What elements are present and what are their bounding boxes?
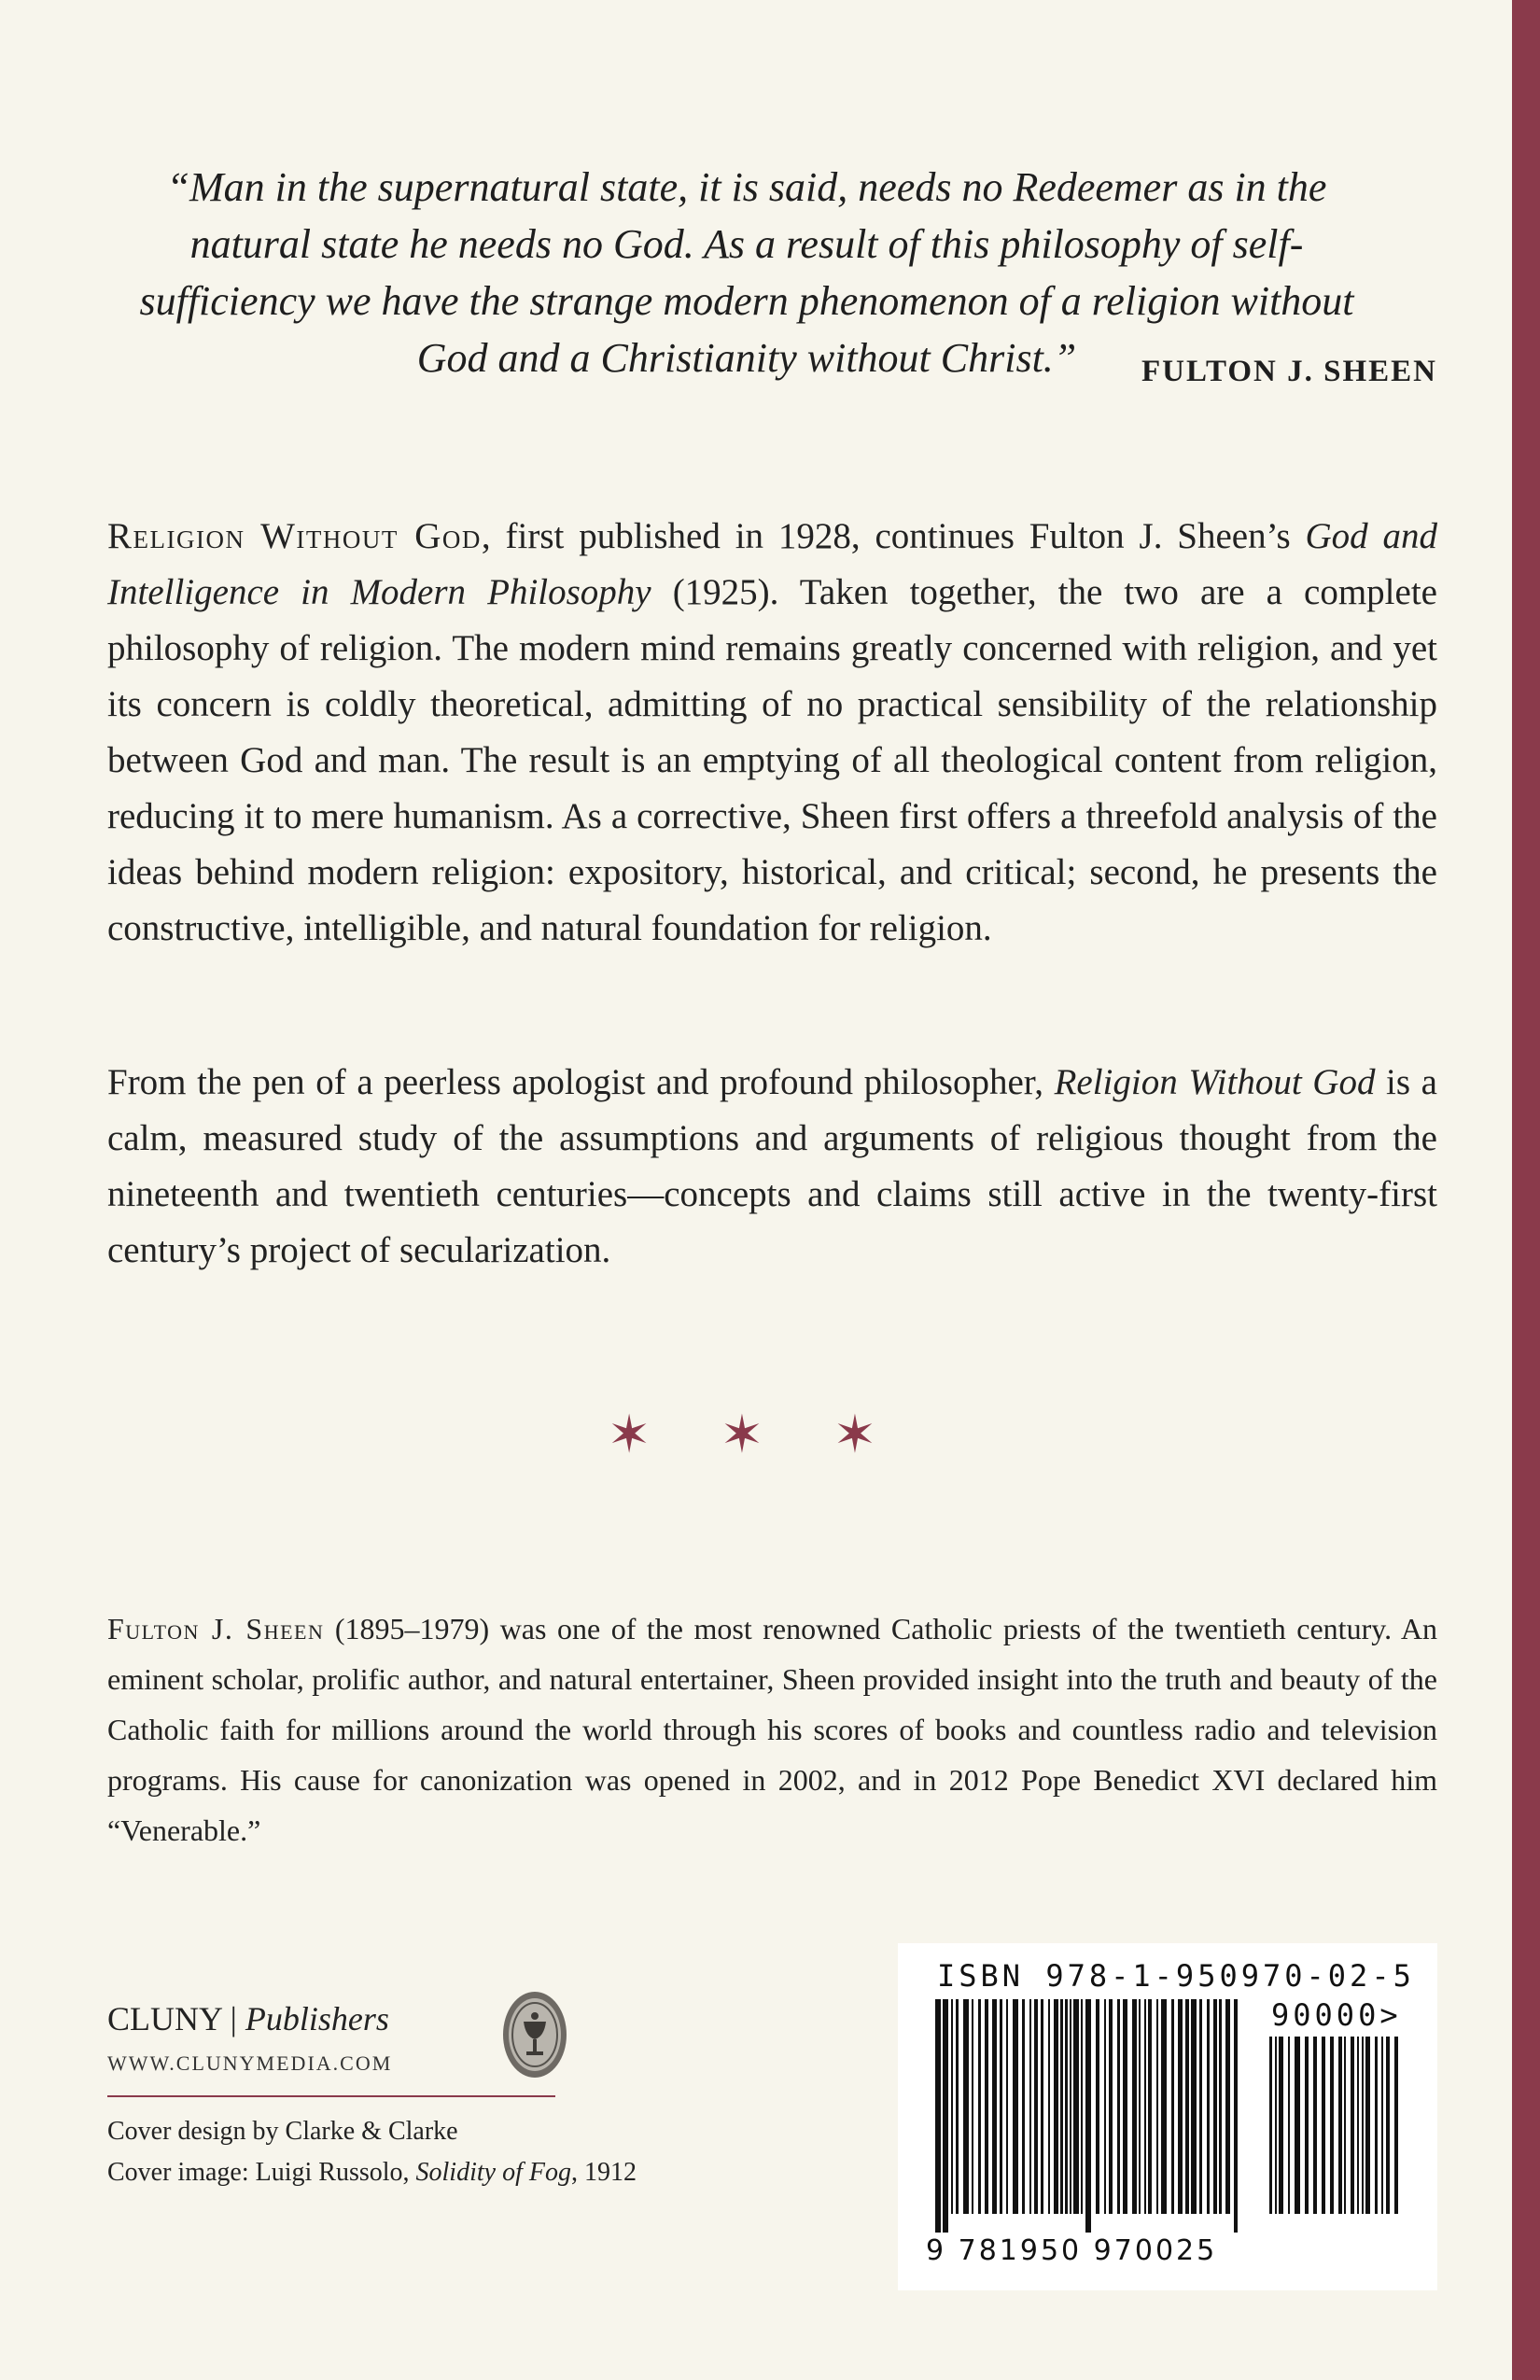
barcode-bar bbox=[1034, 1999, 1038, 2214]
author-bio bbox=[107, 1603, 1437, 1855]
artwork-title: Solidity of Fog bbox=[415, 2158, 571, 2187]
barcode-bar bbox=[1375, 2037, 1378, 2214]
image-credit bbox=[107, 2152, 761, 2193]
spine-stripe bbox=[1512, 0, 1540, 2380]
section-ornament: ✶ ✶ ✶ bbox=[607, 1407, 905, 1464]
barcode-bar bbox=[1351, 2037, 1354, 2214]
publisher-separator: | bbox=[221, 2000, 245, 2037]
barcode-bar bbox=[1275, 2037, 1277, 2214]
barcode-bar bbox=[978, 1999, 981, 2214]
barcode-bar bbox=[1288, 2037, 1290, 2214]
barcode-bar bbox=[1054, 1999, 1058, 2214]
cover-credits bbox=[107, 2111, 761, 2193]
image-credit-year: , 1912 bbox=[570, 2158, 637, 2187]
book-title: Religion Without God bbox=[107, 516, 482, 556]
related-work-title: God and Intelligence in Modern Philosophy bbox=[107, 516, 1437, 612]
barcode-bar bbox=[1386, 2037, 1390, 2214]
barcode-bar bbox=[1132, 1999, 1137, 2214]
barcode-bar bbox=[963, 1999, 969, 2214]
barcode-bar bbox=[1070, 1999, 1071, 2214]
barcode-bar bbox=[1330, 2037, 1334, 2214]
barcode-box bbox=[898, 1943, 1437, 2290]
barcode-bar bbox=[1313, 2037, 1317, 2214]
barcode-bar bbox=[985, 1999, 988, 2214]
publisher-name bbox=[107, 1999, 389, 2038]
barcode-bar bbox=[1365, 2037, 1370, 2214]
barcode-bar bbox=[1148, 1999, 1152, 2214]
barcode-bar bbox=[1381, 2037, 1383, 2214]
publisher-divider bbox=[107, 2095, 555, 2097]
description-paragraph-2 bbox=[107, 1055, 1437, 1279]
barcode-bar bbox=[1344, 2037, 1346, 2214]
publisher-url: WWW.CLUNYMEDIA.COM bbox=[107, 2051, 393, 2075]
barcode-bar bbox=[1234, 1999, 1238, 2233]
barcode-bar bbox=[1185, 1999, 1189, 2214]
description-paragraph-1 bbox=[107, 509, 1437, 957]
barcode-bar bbox=[1199, 1999, 1202, 2214]
barcode-bar bbox=[1041, 1999, 1043, 2214]
barcode-bar bbox=[1065, 1999, 1068, 2214]
bio-text: (1895–1979) was one of the most renowned Catholic priests of the twentieth century. An eminent scholar, prolific author, and natural entertainer, Sheen provided insight into the truth and beauty of the Catholic faith for millions around the world through his scores of books and countless radio and television programs. His cause for canonization was opened in 2002, and in 2012 Pope Benedict XVI declared him “Venerable.” bbox=[107, 1612, 1438, 1847]
barcode-bar bbox=[1022, 1999, 1025, 2214]
image-credit-prefix: Cover image: Luigi Russolo, bbox=[107, 2158, 416, 2187]
barcode-bar bbox=[1096, 1999, 1099, 2214]
barcode-bar bbox=[1109, 1999, 1113, 2214]
barcode-bar bbox=[1123, 1999, 1127, 2214]
publisher-subtitle: Publishers bbox=[245, 2000, 389, 2037]
barcode-bar bbox=[1013, 1999, 1018, 2214]
barcode-bar bbox=[1104, 1999, 1106, 2214]
barcode-bar bbox=[1207, 1999, 1210, 2214]
barcode-bar bbox=[1161, 1999, 1167, 2214]
barcode-bar bbox=[972, 1999, 973, 2214]
barcode-bar bbox=[1394, 2037, 1398, 2214]
barcode-bar bbox=[1139, 1999, 1141, 2214]
barcode-bar bbox=[951, 1999, 953, 2214]
publisher-wordmark: CLUNY bbox=[107, 2000, 222, 2037]
barcode-bar bbox=[1081, 1999, 1083, 2214]
barcode-bar bbox=[1279, 2037, 1283, 2214]
description-text: , first published in 1928, continues Fulton J. Sheen’s bbox=[481, 516, 1306, 556]
barcode-bar bbox=[935, 1999, 941, 2233]
barcode-bar bbox=[1171, 1999, 1174, 2214]
barcode-bar bbox=[1305, 2037, 1309, 2214]
publisher-logo bbox=[107, 1988, 537, 2109]
barcode-bar bbox=[1357, 2037, 1359, 2214]
epigraph-quote: “Man in the supernatural state, it is said, needs no Redeemer as in the natural state he needs no God. As a result of this philosophy of self-sufficiency we have the strange modern phenomenon of a religion without God and a Christianity without Christ.” bbox=[139, 164, 1354, 381]
barcode-bar bbox=[1338, 2037, 1342, 2214]
barcode-bar bbox=[1060, 1999, 1063, 2214]
barcode-bar bbox=[992, 1999, 997, 2214]
barcode-bar bbox=[1006, 1999, 1008, 2214]
barcode-bar bbox=[1213, 1999, 1217, 2214]
ean-digits: 9 781950 970025 bbox=[926, 2234, 1218, 2267]
barcode-bar bbox=[1117, 1999, 1120, 2214]
price-addon-barcode bbox=[1269, 2037, 1400, 2233]
description-text: (1925). Taken together, the two are a complete philosophy of religion. The modern mind remains greatly concerned with religion, and yet its concern is coldly theoretical, admitting of no practical sensibility of the relationship between God and man. The result is an emptying of all theological content from religion, reducing it to mere humanism. As a corrective, Sheen first offers a threefold analysis of the ideas behind modern religion: expository, historical, and critical; second, he presents the constructive, intelligible, and natural foundation for religion. bbox=[107, 572, 1437, 948]
barcode-bar bbox=[1085, 1999, 1091, 2233]
design-credit: Cover design by Clarke & Clarke bbox=[107, 2117, 458, 2146]
barcode-bar bbox=[1029, 1999, 1031, 2214]
book-title: Religion Without God bbox=[1054, 1062, 1376, 1102]
barcode-bar bbox=[1295, 2037, 1300, 2214]
barcode-bar bbox=[1191, 1999, 1197, 2214]
barcode-bar bbox=[1048, 1999, 1050, 2214]
chalice-seal-icon bbox=[499, 1988, 570, 2081]
description-text: is a calm, measured study of the assumptions and arguments of religious thought from the nineteenth and twentieth centuries—concepts and claims still active in the twenty-first century’s project of secularization. bbox=[107, 1062, 1437, 1270]
price-code: 90000> bbox=[1271, 1997, 1402, 2033]
barcode-bar bbox=[1225, 1999, 1230, 2214]
ean-barcode bbox=[935, 1999, 1243, 2233]
description-text: From the pen of a peerless apologist and profound philosopher, bbox=[107, 1062, 1055, 1102]
barcode-bar bbox=[956, 1999, 959, 2214]
barcode-bar bbox=[1178, 1999, 1183, 2214]
barcode-bar bbox=[1322, 2037, 1325, 2214]
epigraph-author: FULTON J. SHEEN bbox=[1141, 355, 1437, 388]
barcode-bar bbox=[1000, 1999, 1002, 2214]
barcode-bar bbox=[1073, 1999, 1079, 2214]
barcode-bar bbox=[1144, 1999, 1146, 2214]
barcode-bar bbox=[1269, 2037, 1272, 2214]
barcode-bar bbox=[1219, 1999, 1222, 2214]
barcode-bar bbox=[1156, 1999, 1158, 2214]
author-name: Fulton J. Sheen bbox=[107, 1612, 325, 1645]
barcode-bar bbox=[1362, 2037, 1364, 2214]
isbn-label: ISBN 978-1-950970-02-5 bbox=[937, 1958, 1415, 1994]
barcode-bar bbox=[943, 1999, 948, 2233]
